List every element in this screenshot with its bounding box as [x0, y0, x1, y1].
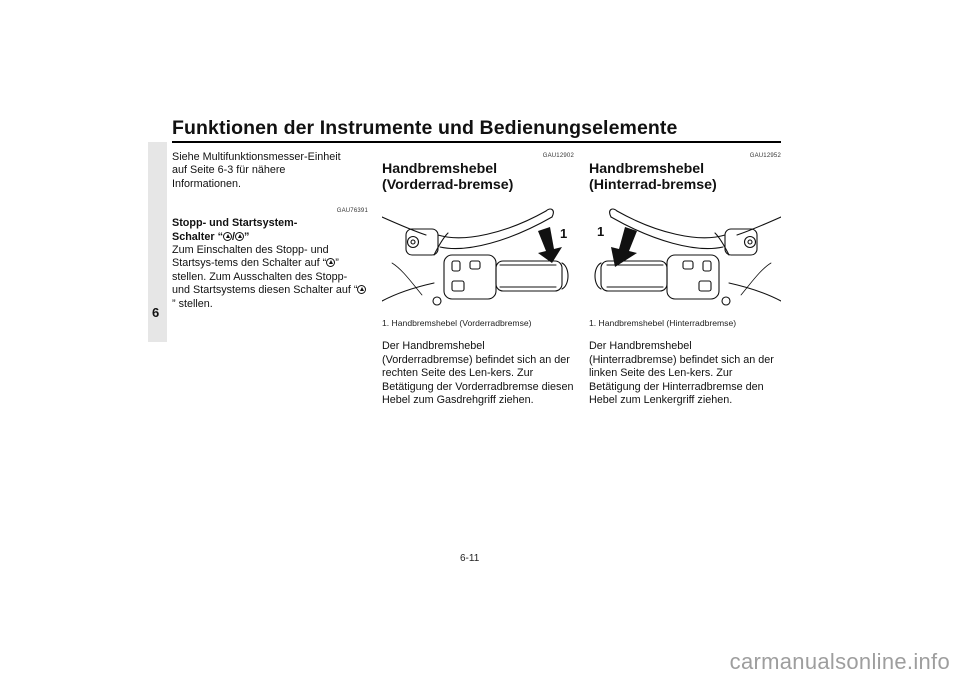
column-3-body	[589, 317, 781, 407]
chapter-number: 6	[152, 305, 160, 320]
body-text	[172, 244, 368, 311]
body-part1: Zum Einschalten des Stopp- und Startsys-tems den Schalter auf “	[172, 244, 329, 270]
watermark: carmanualsonline.info	[729, 649, 950, 674]
body-part3: ” stellen.	[172, 297, 213, 310]
stop-start-icon	[235, 232, 244, 241]
stop-start-icon	[223, 232, 232, 241]
section-heading: Handbremshebel (Hinterrad-bremse)	[589, 161, 717, 193]
stop-start-icon	[357, 285, 366, 294]
intro-text: Siehe Multifunktionsmesser-Einheit auf Seite 6-3 für nähere Informationen.	[172, 151, 341, 190]
callout-number: 1	[560, 226, 568, 241]
arrow-down-icon	[538, 227, 562, 263]
figure-caption: 1. Handbremshebel (Hinterradbremse)	[589, 318, 737, 328]
body-text: Der Handbremshebel (Vorderradbremse) befindet sich an der rechten Seite des Len-kers. Zur Betätigung der Vorderradbremse diesen Hebel zum Gasdrehgriff ziehen.	[382, 340, 574, 407]
section-heading	[172, 217, 368, 244]
section-heading-line2-pre: Schalter “	[172, 230, 224, 243]
column-3	[589, 153, 781, 193]
page-title: Funktionen der Instrumente und Bedienungselemente	[172, 117, 678, 139]
column-2	[382, 153, 574, 193]
handlebar-outline	[737, 217, 781, 235]
section-heading: Handbremshebel (Vorderrad-bremse)	[382, 161, 514, 193]
section-code: GAU12952	[749, 153, 781, 159]
page-number: 6-11	[460, 553, 480, 564]
handlebar-outline	[382, 217, 426, 235]
body-text: Der Handbremshebel (Hinterradbremse) befindet sich an der linken Seite des Len-kers. Zur Betätigung der Hinterradbremse den Hebel zum Lenkergriff ziehen.	[589, 340, 774, 407]
column-1	[172, 151, 368, 311]
rear-brake-lever-illustration	[589, 203, 781, 313]
stop-start-icon	[326, 258, 335, 267]
section-heading-line1: Stopp- und Startsystem-	[172, 217, 298, 230]
brake-lever	[438, 211, 546, 238]
column-2-body	[382, 317, 574, 407]
header-rule	[172, 141, 781, 143]
section-heading-sep: /	[232, 230, 236, 243]
section-code: GAU76391	[336, 208, 368, 215]
body-part2: ” stellen. Zum Ausschalten des Stopp- und Startsystems diesen Schalter auf “	[172, 257, 358, 297]
section-heading-line2-post: ”	[244, 230, 250, 243]
section-code: GAU12902	[542, 153, 574, 159]
front-brake-lever-illustration	[382, 203, 574, 313]
figure-caption: 1. Handbremshebel (Vorderradbremse)	[382, 318, 532, 328]
callout-number: 1	[597, 224, 605, 239]
